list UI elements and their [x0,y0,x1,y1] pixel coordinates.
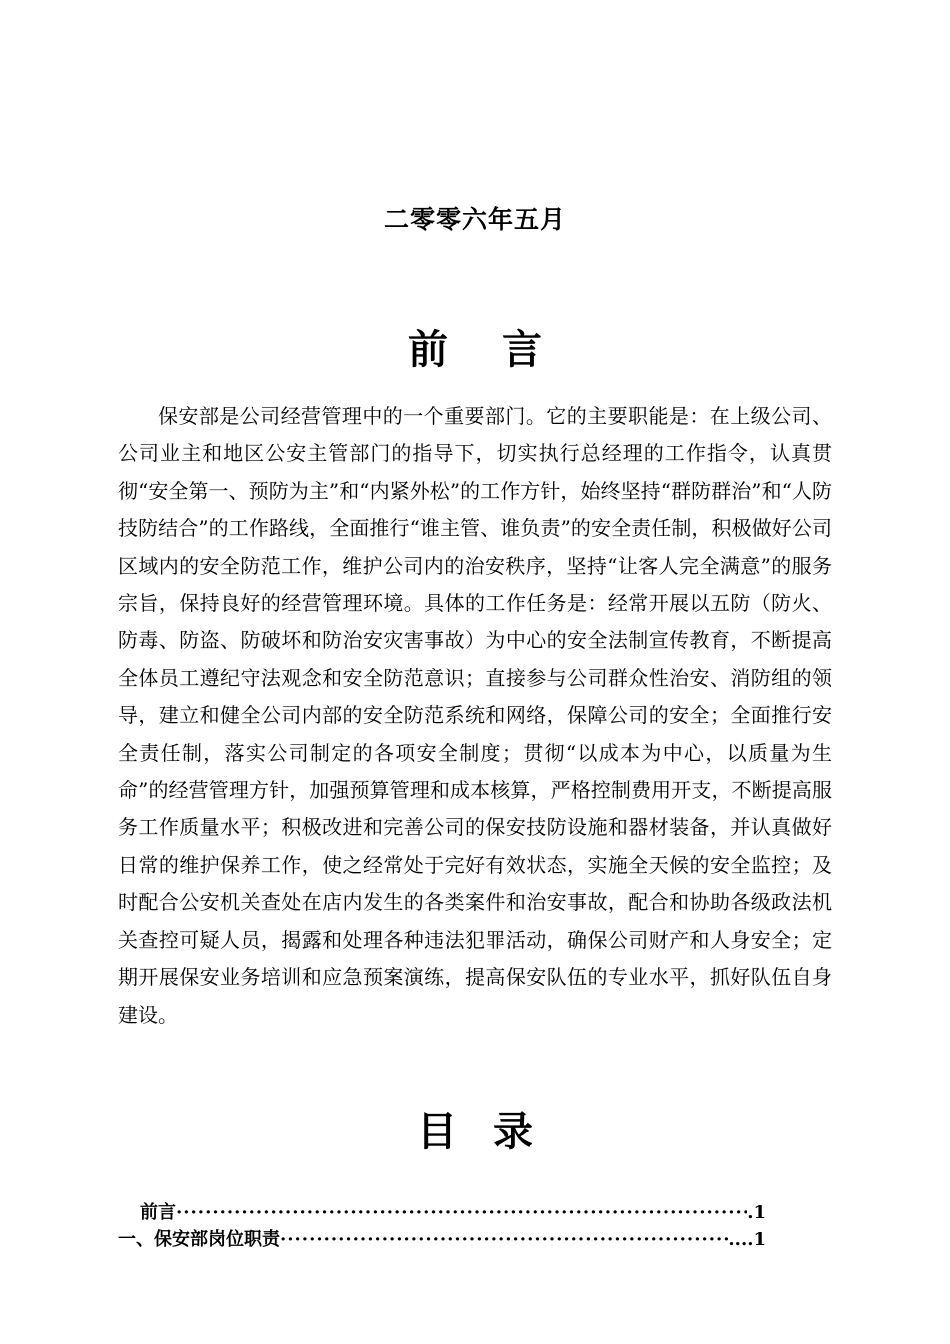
toc-dot-leader [176,1202,747,1223]
toc-entry-security-duties[interactable] [118,1225,766,1252]
toc-dot-leader [280,1229,728,1250]
toc-heading: 目 录 [417,1108,533,1155]
document-date: 二零零六年五月 [383,205,566,234]
toc-entry-preface[interactable] [118,1198,766,1225]
toc-entry-page: .1 [747,1202,766,1223]
preface-body: 保安部是公司经营管理中的一个重要部门。它的主要职能是：在上级公司、公司业主和地区公安主管部门的指导下，切实执行总经理的工作指令，认真贯彻“安全第一、预防为主”和“内紧外松”的工作方针，始终坚持“群防群治”和“人防技防结合”的工作路线，全面推行“谁主管、谁负责”的安全责任制，积极做好公司区域内的安全防范工作，维护公司内的治安秩序，坚持“让客人完全满意”的服务宗旨，保持良好的经营管理环境。具体的工作任务是：经常开展以五防（防火、防毒、防盗、防破坏和防治安灾害事故）为中心的安全法制宣传教育，不断提高全体员工遵纪守法观念和安全防范意识；直接参与公司群众性治安、消防组的领导，建立和健全公司内部的安全防范系统和网络，保障公司的安全；全面推行安全责任制，落实公司制定的各项安全制度；贯彻“以成本为中心，以质量为生命”的经营管理方针，加强预算管理和成本核算，严格控制费用开支，不断提高服务工作质量水平；积极改进和完善公司的保安技防设施和器材装备，并认真做好日常的维护保养工作，使之经常处于完好有效状态，实施全天候的安全监控；及时配合公安机关查处在店内发生的各类案件和治安事故，配合和协助各级政法机关查控可疑人员，揭露和处理各种违法犯罪活动，确保公司财产和人身安全；定期开展保安业务培训和应急预案演练，提高保安队伍的专业水平，抓好队伍自身建设。 [118,404,832,1027]
table-of-contents [118,1198,778,1252]
toc-entry-label: 保安部岗位职责 [154,1229,280,1250]
toc-entry-number: 一、 [118,1229,154,1250]
toc-entry-label: 前言 [140,1202,176,1223]
preface-heading: 前 言 [408,326,542,373]
toc-entry-page: ....1 [728,1229,766,1250]
